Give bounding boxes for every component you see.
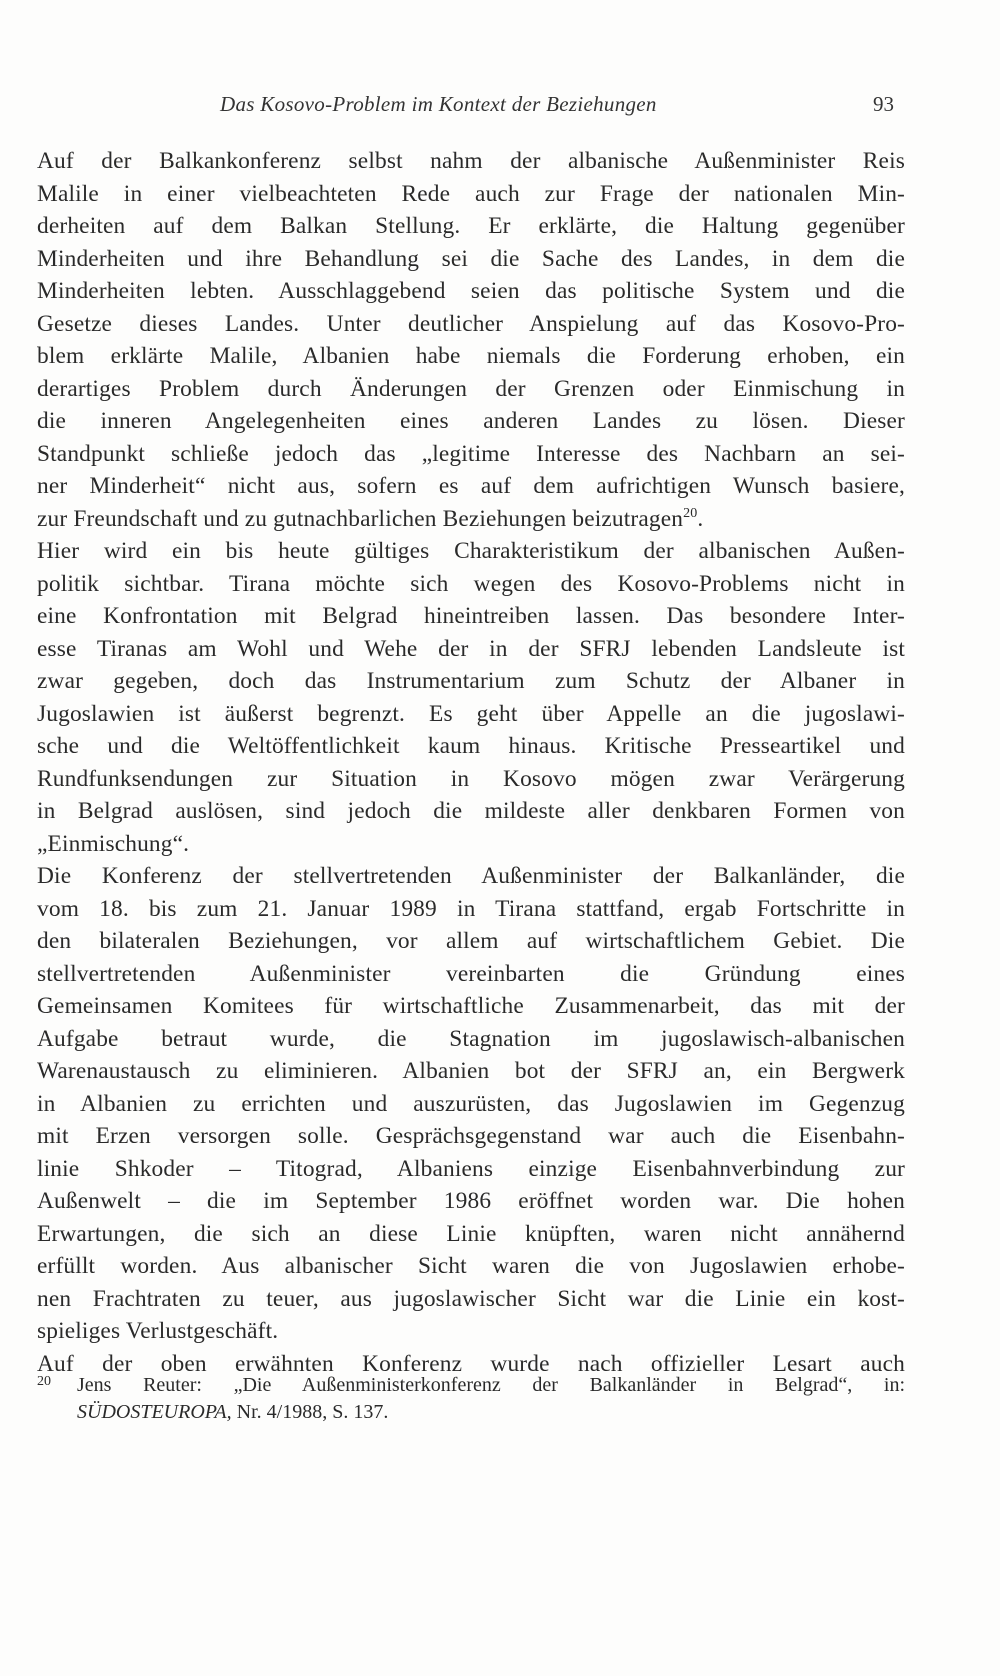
text-line: Minderheiten lebten. Ausschlaggebend seien das politische System und die: [37, 278, 905, 304]
text-line: Malile in einer vielbeachteten Rede auch zur Frage der nationalen Min-: [37, 180, 905, 207]
body-text: [37, 145, 905, 1380]
text-line: Jugoslawien ist äußerst begrenzt. Es geht über Appelle an die jugoslawi-: [37, 700, 905, 727]
text-line: Rundfunksendungen zur Situation in Kosovo mögen zwar Verärgerung: [37, 765, 905, 792]
text-line: vom 18. bis zum 21. Januar 1989 in Tirana stattfand, ergab Fortschritte in: [37, 895, 905, 922]
text-line: Auf der Balkankonferenz selbst nahm der albanische Außenminister Reis: [37, 148, 905, 174]
running-head: [0, 92, 1000, 122]
text-line: sche und die Weltöffentlichkeit kaum hinaus. Kritische Presseartikel und: [37, 733, 905, 759]
text-line: Hier wird ein bis heute gültiges Charakteristikum der albanischen Außen-: [37, 538, 905, 564]
text-line: blem erklärte Malile, Albanien habe niemals die Forderung erhoben, ein: [37, 343, 905, 369]
text-line: Erwartungen, die sich an diese Linie knüpften, waren nicht annähernd: [37, 1220, 905, 1247]
text-line: Aufgabe betraut wurde, die Stagnation im jugoslawisch-albanischen: [37, 1025, 905, 1052]
text-line: stellvertretenden Außenminister vereinbarten die Gründung eines: [37, 960, 905, 987]
text-line: in Belgrad auslösen, sind jedoch die mildeste aller denkbaren Formen von: [37, 798, 905, 824]
text-line: ner Minderheit“ nicht aus, sofern es auf dem aufrichtigen Wunsch basiere,: [37, 473, 905, 499]
page-number: 93: [873, 92, 894, 116]
text-line: spieliges Verlustgeschäft.: [37, 1318, 279, 1344]
footnote-line: [37, 1397, 905, 1427]
text-line: zwar gegeben, doch das Instrumentarium zum Schutz der Albaner in: [37, 668, 905, 694]
text-line: esse Tiranas am Wohl und Wehe der in der SFRJ lebenden Landsleute ist: [37, 635, 905, 662]
text-line: erfüllt worden. Aus albanischer Sicht waren die von Jugoslawien erhobe-: [37, 1253, 905, 1279]
text-line: linie Shkoder – Titograd, Albaniens einzige Eisenbahnverbindung zur: [37, 1155, 905, 1182]
punctuation: .: [697, 505, 704, 532]
text-line: Warenaustausch zu eliminieren. Albanien bot der SFRJ an, ein Bergwerk: [37, 1058, 905, 1084]
text-line: die inneren Angelegenheiten eines anderen Landes zu lösen. Dieser: [37, 408, 905, 434]
text-line: politik sichtbar. Tirana möchte sich wegen des Kosovo-Problems nicht in: [37, 570, 905, 597]
text-line: Die Konferenz der stellvertretenden Außenminister der Balkanländer, die: [37, 863, 905, 889]
footnote-mark: 20: [37, 1374, 51, 1389]
text-line: derheiten auf dem Balkan Stellung. Er erklärte, die Haltung gegenüber: [37, 213, 905, 239]
text-line: mit Erzen versorgen solle. Gesprächsgegenstand war auch die Eisenbahn-: [37, 1123, 905, 1149]
text-line: in Albanien zu errichten und auszurüsten, das Jugoslawien im Gegenzug: [37, 1090, 905, 1117]
text-line: derartiges Problem durch Änderungen der Grenzen oder Einmischung in: [37, 375, 905, 402]
text-segment: zur Freundschaft und zu gutnachbarlichen Beziehungen beizutragen: [37, 505, 684, 532]
text-line-with-footnote-ref: [37, 503, 905, 536]
text-line: Auf der oben erwähnten Konferenz wurde nach offizieller Lesart auch: [37, 1350, 905, 1377]
text-line: Außenwelt – die im September 1986 eröffnet worden war. Die hohen: [37, 1188, 905, 1214]
text-line: eine Konfrontation mit Belgrad hineintreiben lassen. Das besondere Inter-: [37, 603, 905, 629]
running-title: Das Kosovo-Problem im Kontext der Beziehungen: [220, 92, 657, 116]
text-line: Minderheiten und ihre Behandlung sei die Sache des Landes, in dem die: [37, 245, 905, 272]
text-line: Standpunkt schließe jedoch das „legitime Interesse des Nachbarn an sei-: [37, 440, 905, 467]
footnote-journal: SÜDOSTEUROPA,: [77, 1401, 232, 1423]
text-line: „Einmischung“.: [37, 830, 190, 857]
footnote-line: [37, 1367, 905, 1397]
text-line: Gemeinsamen Komitees für wirtschaftliche Zusammenarbeit, das mit der: [37, 993, 905, 1019]
footnotes: [37, 1367, 905, 1427]
text-line: Gesetze dieses Landes. Unter deutlicher Anspielung auf das Kosovo-Pro-: [37, 310, 905, 337]
text-line: nen Frachtraten zu teuer, aus jugoslawischer Sicht war die Linie ein kost-: [37, 1285, 905, 1312]
footnote-reference[interactable]: 20: [683, 505, 698, 521]
footnote-citation: Nr. 4/1988, S. 137.: [231, 1401, 389, 1423]
footnote-text: Jens Reuter: „Die Außenministerkonferenz der Balkanländer in Belgrad“, in:: [77, 1374, 905, 1396]
text-line: den bilateralen Beziehungen, vor allem auf wirtschaftlichem Gebiet. Die: [37, 928, 905, 954]
